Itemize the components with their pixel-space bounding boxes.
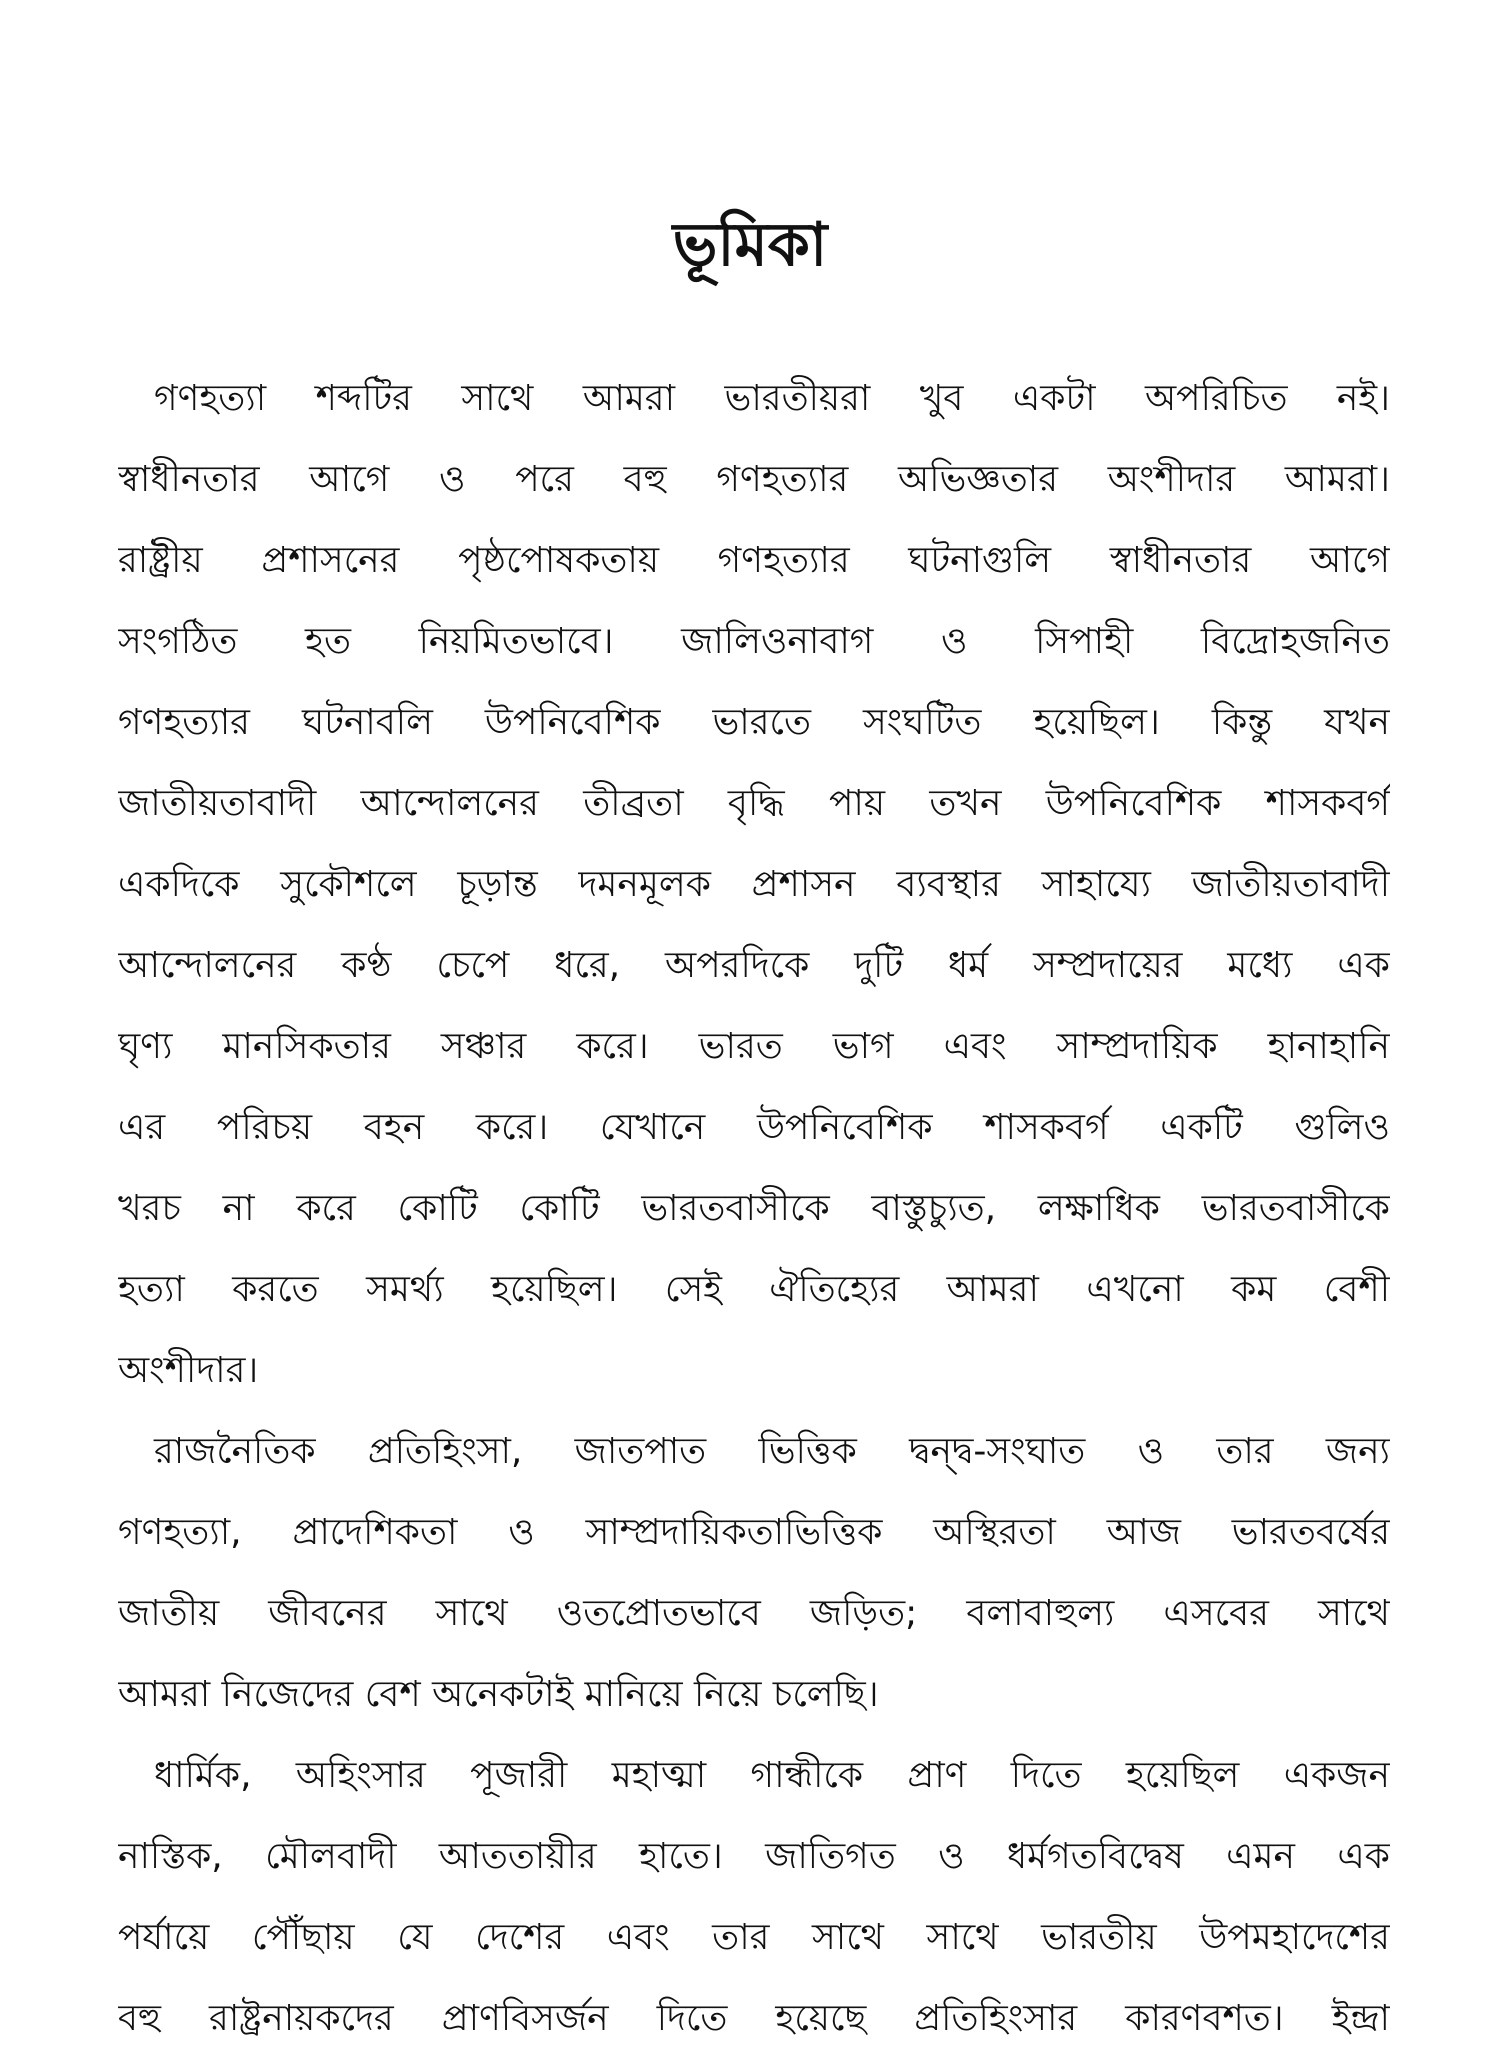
text-line: জাতীয়তাবাদী আন্দোলনের তীব্রতা বৃদ্ধি পায় তখন উপনিবেশিক শাসকবর্গ [118, 783, 1390, 824]
text-line: আমরা নিজেদের বেশ অনেকটাই মানিয়ে নিয়ে চলেছি। [118, 1674, 879, 1715]
text-line: রাষ্ট্রীয় প্রশাসনের পৃষ্ঠপোষকতায় গণহত্যার ঘটনাগুলি স্বাধীনতার আগে [118, 540, 1390, 581]
text-line: খরচ না করে কোটি কোটি ভারতবাসীকে বাস্তুচ্যুত, লক্ষাধিক ভারতবাসীকে [118, 1188, 1390, 1229]
paragraph [118, 358, 1390, 1411]
text-line: এর পরিচয় বহন করে। যেখানে উপনিবেশিক শাসকবর্গ একটি গুলিও [118, 1107, 1390, 1148]
text-line: স্বাধীনতার আগে ও পরে বহু গণহত্যার অভিজ্ঞতার অংশীদার আমরা। [118, 459, 1390, 500]
body-text [118, 358, 1390, 2059]
text-line: হত্যা করতে সমর্থ্য হয়েছিল। সেই ঐতিহ্যের আমরা এখনো কম বেশী [118, 1269, 1390, 1310]
text-line: পর্যায়ে পৌঁছায় যে দেশের এবং তার সাথে সাথে ভারতীয় উপমহাদেশের [118, 1917, 1390, 1958]
text-line: গণহত্যা, প্রাদেশিকতা ও সাম্প্রদায়িকতাভিত্তিক অস্থিরতা আজ ভারতবর্ষের [118, 1512, 1390, 1553]
text-line: ধার্মিক, অহিংসার পূজারী মহাত্মা গান্ধীকে প্রাণ দিতে হয়েছিল একজন [154, 1755, 1390, 1796]
text-line: গণহত্যার ঘটনাবলি উপনিবেশিক ভারতে সংঘটিত হয়েছিল। কিন্তু যখন [118, 702, 1390, 743]
text-line: জাতীয় জীবনের সাথে ওতপ্রোতভাবে জড়িত; বলাবাহুল্য এসবের সাথে [118, 1593, 1390, 1634]
text-line: ঘৃণ্য মানসিকতার সঞ্চার করে। ভারত ভাগ এবং সাম্প্রদায়িক হানাহানি [118, 1026, 1390, 1067]
page-title: ভূমিকা [672, 210, 828, 280]
text-line: গণহত্যা শব্দটির সাথে আমরা ভারতীয়রা খুব একটা অপরিচিত নই। [154, 378, 1390, 419]
paragraph [118, 1735, 1390, 2059]
text-line: নাস্তিক, মৌলবাদী আততায়ীর হাতে। জাতিগত ও ধর্মগতবিদ্বেষ এমন এক [118, 1836, 1390, 1877]
text-line: সংগঠিত হত নিয়মিতভাবে। জালিওনাবাগ ও সিপাহী বিদ্রোহজনিত [118, 621, 1390, 662]
text-line: অংশীদার। [118, 1350, 259, 1391]
paragraph [118, 1411, 1390, 1735]
text-line: একদিকে সুকৌশলে চূড়ান্ত দমনমূলক প্রশাসন ব্যবস্থার সাহায্যে জাতীয়তাবাদী [118, 864, 1390, 905]
text-line: আন্দোলনের কণ্ঠ চেপে ধরে, অপরদিকে দুটি ধর্ম সম্প্রদায়ের মধ্যে এক [118, 945, 1390, 986]
text-line: বহু রাষ্ট্রনায়কদের প্রাণবিসর্জন দিতে হয়েছে প্রতিহিংসার কারণবশত। ইন্দ্রা [118, 1998, 1390, 2039]
text-line: রাজনৈতিক প্রতিহিংসা, জাতপাত ভিত্তিক দ্বন্দ্ব-সংঘাত ও তার জন্য [154, 1431, 1390, 1472]
